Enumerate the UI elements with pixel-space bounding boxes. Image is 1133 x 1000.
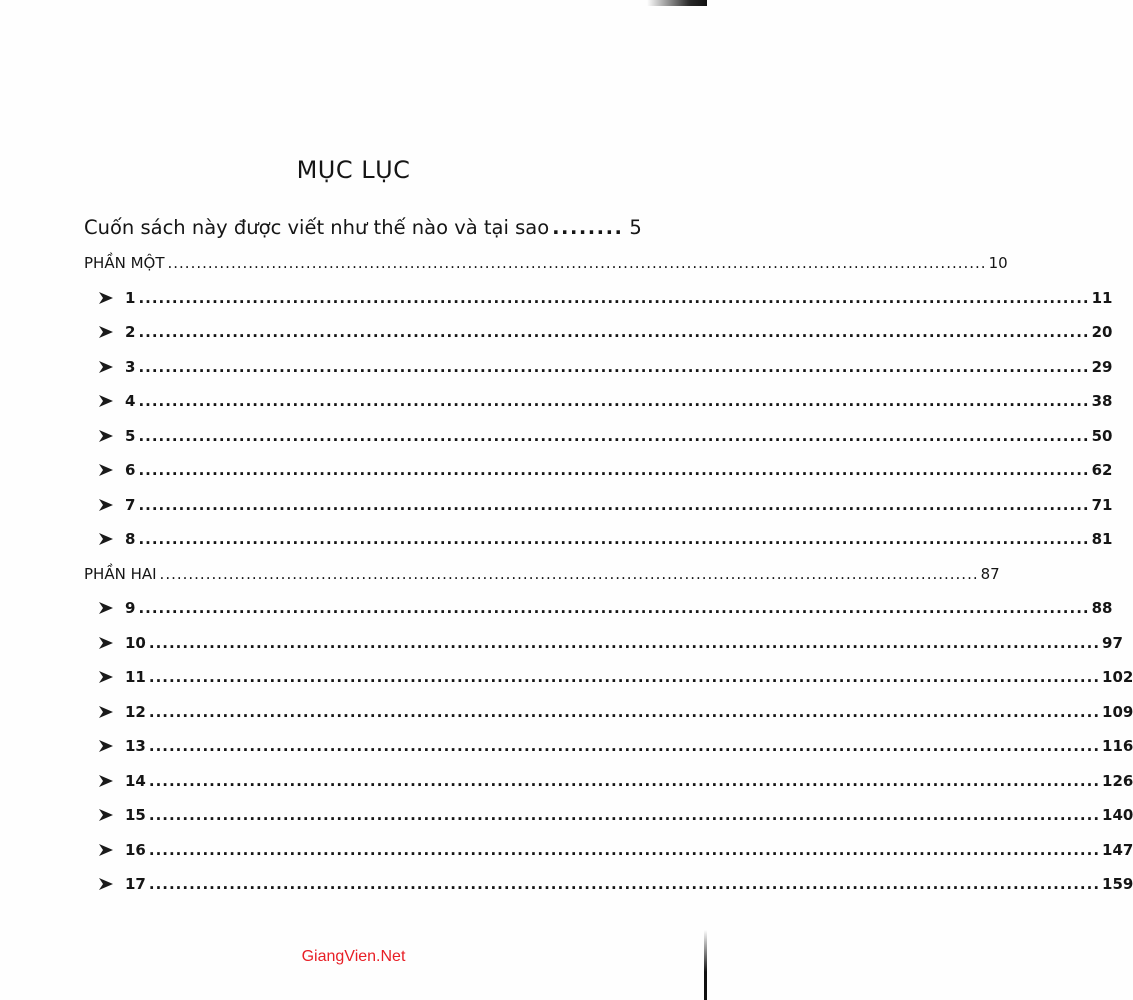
toc-part-page: 87 (980, 564, 1000, 583)
toc-chapter-entry[interactable] (84, 453, 1113, 488)
toc-chapter-page: 29 (1091, 357, 1113, 376)
dot-leader (149, 626, 1100, 661)
toc-entry-label: Cuốn sách này được viết như thế nào và tại sao (84, 216, 550, 239)
toc-chapter-entry[interactable] (84, 488, 1113, 523)
dot-leader (138, 384, 1089, 419)
toc-chapter-entry[interactable] (84, 522, 1113, 557)
toc-chapter-entry[interactable] (84, 867, 1133, 902)
dot-leader (168, 246, 987, 281)
dot-leader (138, 350, 1089, 385)
toc-chapter-page: 62 (1091, 461, 1113, 479)
table-of-contents (84, 210, 1133, 902)
toc-chapter-page: 140 (1102, 806, 1133, 824)
toc-chapter-label: 15 (125, 806, 146, 824)
arrowhead-bullet-icon (99, 809, 113, 821)
toc-chapter-label: 10 (125, 633, 146, 652)
dot-leader (138, 453, 1089, 488)
toc-chapter-label: 12 (125, 702, 146, 721)
arrowhead-bullet-icon (99, 775, 113, 787)
toc-chapter-page: 50 (1091, 426, 1113, 445)
toc-chapter-page: 71 (1091, 495, 1113, 514)
dot-leader (138, 315, 1089, 350)
arrowhead-bullet-icon (99, 844, 113, 856)
toc-chapter-page: 109 (1102, 702, 1133, 721)
dot-leader (149, 867, 1100, 902)
arrowhead-bullet-icon (99, 740, 113, 752)
dot-leader (138, 522, 1089, 557)
toc-chapter-page: 20 (1091, 323, 1113, 341)
toc-chapter-label: 11 (125, 668, 146, 686)
toc-chapter-entry[interactable] (84, 695, 1133, 730)
dot-leader (138, 488, 1089, 523)
dot-leader (149, 660, 1100, 695)
dot-leader (552, 210, 623, 246)
watermark: GiangVien.Net (301, 948, 406, 965)
arrowhead-bullet-icon (99, 533, 113, 545)
toc-chapter-label: 4 (125, 392, 136, 410)
toc-chapter-label: 2 (125, 323, 136, 341)
toc-chapter-entry[interactable] (84, 626, 1123, 661)
toc-chapter-label: 5 (125, 426, 136, 445)
arrowhead-bullet-icon (99, 326, 113, 338)
toc-chapter-page: 81 (1091, 530, 1113, 548)
toc-part-label: PHẦN HAI (84, 564, 157, 583)
dot-leader (138, 591, 1089, 626)
toc-chapter-entry[interactable] (84, 729, 1133, 764)
toc-chapter-entry[interactable] (84, 798, 1133, 833)
toc-chapter-page: 159 (1102, 875, 1133, 893)
dot-leader (138, 419, 1089, 454)
toc-chapter-label: 16 (125, 840, 146, 859)
dot-leader (149, 833, 1100, 868)
toc-chapter-page: 116 (1102, 737, 1133, 755)
toc-chapter-label: 13 (125, 737, 146, 755)
arrowhead-bullet-icon (99, 637, 113, 649)
toc-chapter-entry[interactable] (84, 419, 1113, 454)
dot-leader (149, 695, 1100, 730)
toc-chapter-page: 38 (1091, 392, 1113, 410)
arrowhead-bullet-icon (99, 430, 113, 442)
toc-chapter-entry[interactable] (84, 660, 1133, 695)
page-corner-shadow (647, 0, 707, 6)
toc-chapter-entry[interactable] (84, 384, 1113, 419)
toc-chapter-page: 126 (1102, 771, 1133, 790)
dot-leader (160, 557, 979, 592)
toc-chapter-page: 97 (1102, 633, 1123, 652)
toc-chapter-label: 8 (125, 530, 136, 548)
toc-chapter-entry[interactable] (84, 591, 1113, 626)
toc-chapter-page: 147 (1102, 840, 1133, 859)
arrowhead-bullet-icon (99, 499, 113, 511)
toc-chapter-label: 14 (125, 771, 146, 790)
dot-leader (149, 764, 1100, 799)
arrowhead-bullet-icon (99, 464, 113, 476)
toc-part-1[interactable] (84, 246, 1008, 281)
arrowhead-bullet-icon (99, 292, 113, 304)
toc-chapter-entry[interactable] (84, 281, 1113, 316)
page-title: MỤC LỤC (296, 156, 411, 185)
arrowhead-bullet-icon (99, 395, 113, 407)
toc-part-label: PHẦN MỘT (84, 254, 165, 272)
toc-chapter-label: 1 (125, 288, 136, 307)
toc-chapter-page: 88 (1091, 599, 1113, 617)
dot-leader (149, 798, 1100, 833)
toc-chapter-page: 102 (1102, 668, 1133, 686)
toc-chapter-label: 7 (125, 495, 136, 514)
toc-chapter-label: 6 (125, 461, 136, 479)
toc-entry-page: 5 (629, 216, 642, 239)
toc-chapter-page: 11 (1091, 288, 1113, 307)
arrowhead-bullet-icon (99, 878, 113, 890)
toc-chapter-entry[interactable] (84, 350, 1113, 385)
arrowhead-bullet-icon (99, 706, 113, 718)
toc-chapter-entry[interactable] (84, 764, 1133, 799)
toc-part-page: 10 (988, 254, 1008, 272)
arrowhead-bullet-icon (99, 671, 113, 683)
arrowhead-bullet-icon (99, 361, 113, 373)
toc-part-2[interactable] (84, 557, 1000, 592)
arrowhead-bullet-icon (99, 602, 113, 614)
toc-entry-intro[interactable] (84, 210, 642, 246)
toc-chapter-label: 17 (125, 875, 146, 893)
toc-chapter-entry[interactable] (84, 833, 1133, 868)
dot-leader (138, 281, 1089, 316)
toc-chapter-entry[interactable] (84, 315, 1113, 350)
dot-leader (149, 729, 1100, 764)
toc-chapter-label: 3 (125, 357, 136, 376)
toc-chapter-label: 9 (125, 599, 136, 617)
